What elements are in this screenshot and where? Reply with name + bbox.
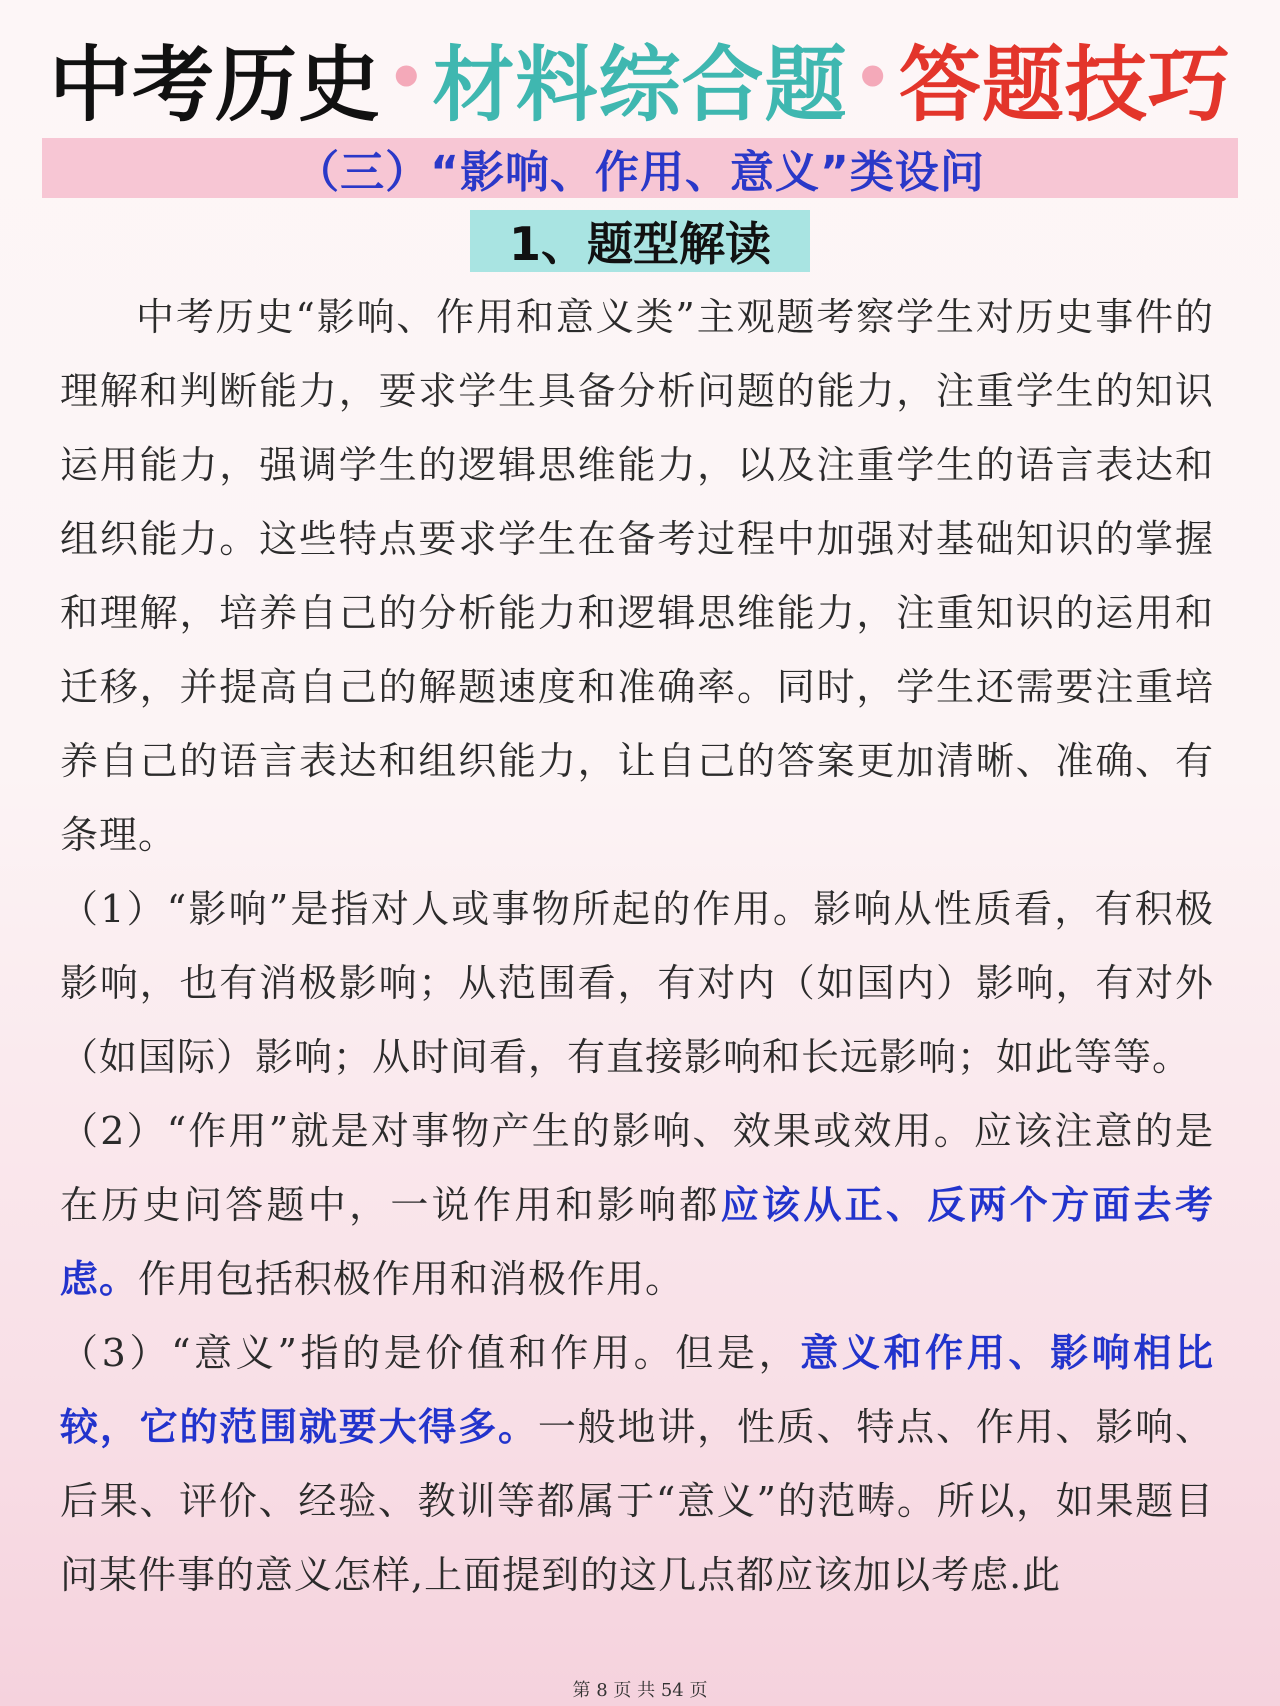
significance-text-b: 一般地讲，性质、特点、作用、影响、后果、评价、经验、教训等都属于“意义”的范畴。所以，如果题目问某件事的意义怎样,上面提到的这几点都应该加以考虑.此 bbox=[60, 1405, 1214, 1597]
function-paragraph bbox=[60, 1094, 1214, 1316]
significance-paragraph bbox=[60, 1316, 1214, 1612]
title-separator-dot: • bbox=[853, 43, 893, 113]
title-part-skill: 答题技巧 bbox=[898, 37, 1231, 133]
section-heading bbox=[470, 210, 810, 272]
function-text-a: （2）“作用”就是对事物产生的影响、效果或效用。应该注意的是在历史问答题中，一说作用和影响都 bbox=[60, 1109, 1214, 1227]
page-number-footer: 第 8 页 共 54 页 bbox=[572, 1680, 708, 1701]
influence-paragraph: （1）“影响”是指对人或事物所起的作用。影响从性质看，有积极影响，也有消极影响；从范围看，有对内（如国内）影响，有对外（如国际）影响；从时间看，有直接影响和长远影响；如此等等。 bbox=[60, 887, 1214, 1079]
title-separator-dot: • bbox=[387, 43, 427, 113]
section-heading-text: 1、题型解读 bbox=[508, 217, 771, 271]
subtitle-text: （三）“影响、作用、意义”类设问 bbox=[295, 147, 985, 198]
subtitle-banner bbox=[42, 138, 1238, 198]
function-highlight: 应该从正、反两个方面去考虑。 bbox=[60, 1183, 1214, 1301]
function-text-b: 作用包括积极作用和消极作用。 bbox=[138, 1257, 685, 1301]
title-part-subject: 中考历史 bbox=[49, 37, 382, 133]
significance-highlight: 意义和作用、影响相比较，它的范围就要大得多。 bbox=[60, 1331, 1214, 1449]
article-body bbox=[60, 280, 1214, 1612]
significance-text-a: （3）“意义”指的是价值和作用。但是， bbox=[60, 1331, 801, 1375]
title-part-topic: 材料综合题 bbox=[432, 37, 848, 133]
intro-paragraph: 中考历史“影响、作用和意义类”主观题考察学生对历史事件的理解和判断能力，要求学生具备分析问题的能力，注重学生的知识运用能力，强调学生的逻辑思维能力，以及注重学生的语言表达和组织能力。这些特点要求学生在备考过程中加强对基础知识的掌握和理解，培养自己的分析能力和逻辑思维能力，注重知识的运用和迁移，并提高自己的解题速度和准确率。同时，学生还需要注重培养自己的语言表达和组织能力，让自己的答案更加清晰、准确、有条理。 bbox=[60, 295, 1214, 857]
page-title bbox=[0, 18, 1280, 138]
